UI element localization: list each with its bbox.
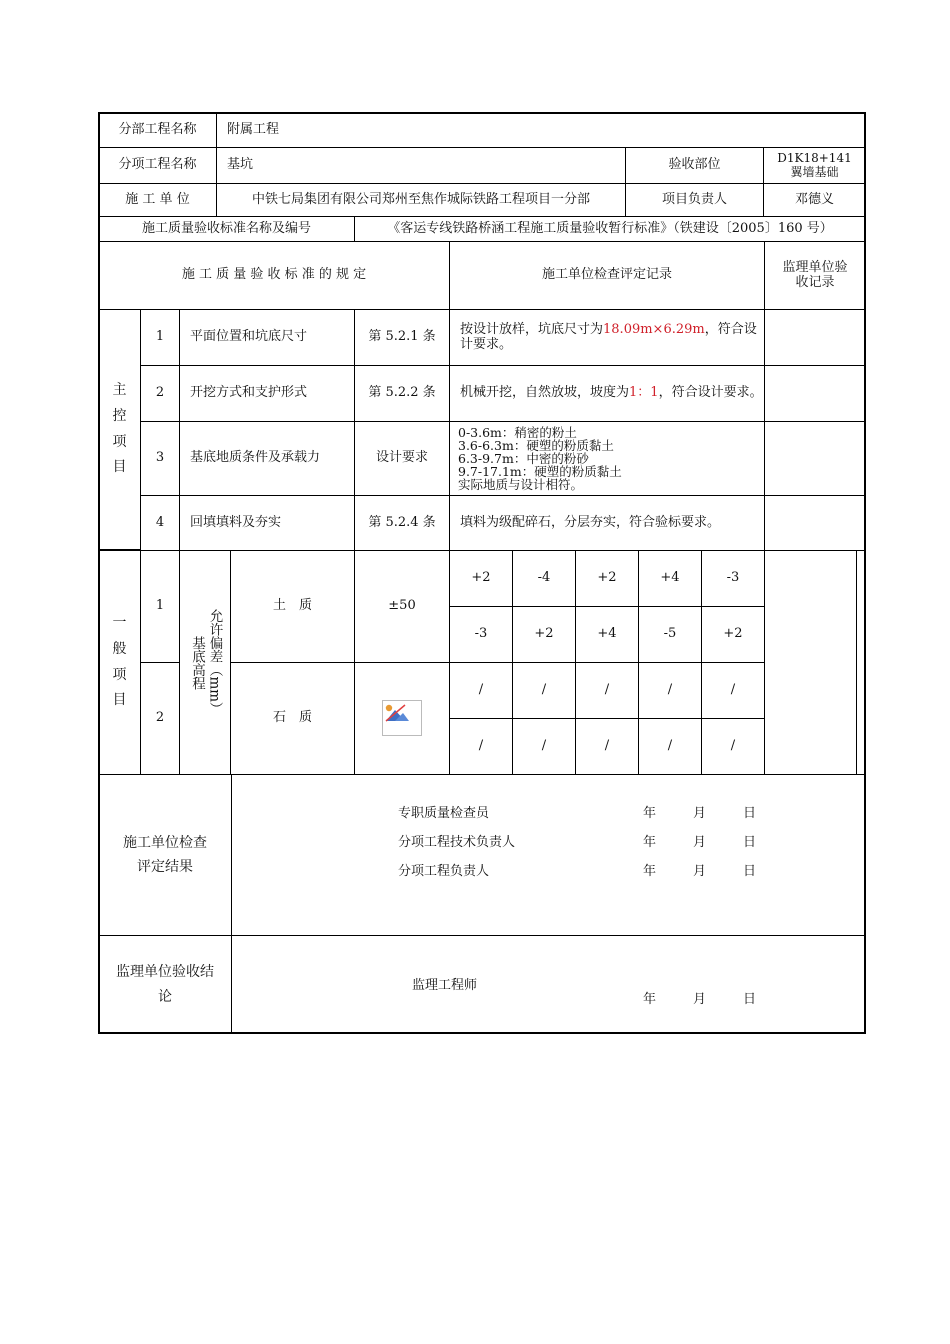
sig-1-year: 年	[643, 806, 657, 821]
measure-2-2-5: /	[701, 718, 765, 775]
measure-1-2-3: +4	[575, 606, 639, 663]
main-item-4-supervision	[764, 495, 866, 551]
main-item-1-name: 平面位置和坑底尺寸	[179, 309, 355, 366]
signer-quality-inspector: 专职质量检查员	[398, 806, 490, 821]
main-group-label-char: 项	[112, 433, 127, 450]
main-group-label	[98, 309, 141, 550]
sig-1-day: 日	[743, 806, 757, 821]
measure-1-1-3: +2	[575, 550, 639, 607]
measure-1-2-2: +2	[512, 606, 576, 663]
sig-4-day: 日	[743, 992, 757, 1007]
measure-2-1-2: /	[512, 662, 576, 719]
measure-2-1-1: /	[449, 662, 513, 719]
geology-line-4: 9.7-17.1m：硬塑的粉质黏土	[458, 464, 622, 480]
inspection-part-value: D1K18+141 翼墙基础	[763, 147, 866, 184]
sub-project-value: 基坑	[216, 147, 626, 184]
main-item-4-record: 填料为级配碎石，分层夯实，符合验标要求。	[449, 495, 765, 551]
measure-1-2-5: +2	[701, 606, 765, 663]
record-header: 施工单位检查评定记录	[449, 241, 765, 310]
measure-2-1-3: /	[575, 662, 639, 719]
pit-size-value: 18.09m×6.29m	[603, 321, 705, 337]
rule-header: 施 工 质 量 验 收 标 准 的 规 定	[98, 241, 450, 310]
main-item-3-clause: 设计要求	[354, 421, 450, 496]
general-group-label-char: 般	[112, 640, 127, 657]
sig-4-year: 年	[643, 992, 657, 1007]
general-item-2-no: 2	[140, 662, 180, 775]
slope-value: 1：1	[629, 385, 659, 401]
signer-project-lead: 分项工程负责人	[398, 864, 490, 879]
general-group-label-char: 目	[112, 692, 127, 709]
standard-label: 施工质量验收标准名称及编号	[98, 216, 355, 242]
general-group-label-char: 一	[112, 614, 127, 631]
broken-image-icon	[383, 701, 421, 735]
general-item-1-tolerance: ±50	[354, 550, 450, 663]
sig-4-month: 月	[693, 992, 707, 1007]
inspection-part-label: 验收部位	[625, 147, 764, 184]
geology-line-2: 3.6-6.3m：硬塑的粉质黏土	[458, 437, 614, 453]
main-group-label-char: 主	[112, 381, 127, 398]
measure-2-2-2: /	[512, 718, 576, 775]
elevation-category	[179, 550, 231, 775]
elevation-label: 基底高程	[189, 635, 205, 690]
main-item-4-no: 4	[140, 495, 180, 551]
main-item-1-record-text: 按设计放样，坑底尺寸为18.09m×6.29m，符合设计要求。	[460, 321, 757, 352]
conclusion-area	[231, 935, 866, 1034]
main-item-3-supervision	[764, 421, 866, 496]
signer-supervision-engineer: 监理工程师	[412, 978, 478, 993]
measure-1-1-5: -3	[701, 550, 765, 607]
main-group-label-char: 控	[112, 407, 127, 424]
main-item-1-clause: 第 5.2.1 条	[354, 309, 450, 366]
result-label: 施工单位检查评定结果	[98, 774, 232, 936]
main-item-2-record-text: 机械开挖，自然放坡，坡度为1：1，符合设计要求。	[460, 385, 763, 401]
sig-3-day: 日	[743, 864, 757, 879]
geology-line-3: 6.3-9.7m：中密的粉砂	[458, 450, 589, 466]
sig-2-year: 年	[643, 835, 657, 850]
general-supervision	[764, 550, 857, 775]
main-item-1-no: 1	[140, 309, 180, 366]
general-item-2-name: 石 质	[230, 662, 355, 775]
general-group-label-char: 项	[112, 666, 127, 683]
main-item-2-record	[449, 365, 765, 422]
main-item-2-name: 开挖方式和支护形式	[179, 365, 355, 422]
result-area	[231, 774, 866, 936]
measure-2-2-1: /	[449, 718, 513, 775]
signer-technical-lead: 分项工程技术负责人	[398, 835, 516, 850]
main-item-4-clause: 第 5.2.4 条	[354, 495, 450, 551]
construction-unit-label: 施 工 单 位	[98, 183, 217, 217]
measure-1-1-4: +4	[638, 550, 702, 607]
general-item-1-name: 土 质	[230, 550, 355, 663]
measure-2-2-3: /	[575, 718, 639, 775]
main-group-label-char: 目	[112, 459, 127, 476]
supervision-header: 监理单位验收记录	[764, 241, 866, 310]
sub-project-label: 分项工程名称	[98, 147, 217, 184]
general-item-1-no: 1	[140, 550, 180, 663]
conclusion-label: 监理单位验收结论	[98, 935, 232, 1034]
division-label: 分部工程名称	[98, 112, 217, 148]
measure-1-1-2: -4	[512, 550, 576, 607]
main-item-2-clause: 第 5.2.2 条	[354, 365, 450, 422]
sig-3-year: 年	[643, 864, 657, 879]
general-group-label	[98, 550, 141, 775]
main-item-3-no: 3	[140, 421, 180, 496]
standard-value: 《客运专线铁路桥涵工程施工质量验收暂行标准》（铁建设〔2005〕160 号）	[354, 216, 866, 242]
measure-1-2-4: -5	[638, 606, 702, 663]
sig-2-day: 日	[743, 835, 757, 850]
tolerance-label: 允许偏差（mm）	[206, 609, 223, 716]
image-placeholder	[382, 700, 422, 736]
measure-2-2-4: /	[638, 718, 702, 775]
main-item-1-record	[449, 309, 765, 366]
construction-unit-value: 中铁七局集团有限公司郑州至焦作城际铁路工程项目一分部	[216, 183, 626, 217]
main-item-1-supervision	[764, 309, 866, 366]
measure-1-1-1: +2	[449, 550, 513, 607]
sig-1-month: 月	[693, 806, 707, 821]
main-item-3-name: 基底地质条件及承载力	[179, 421, 355, 496]
measure-2-1-5: /	[701, 662, 765, 719]
geology-line-1: 0-3.6m：稍密的粉土	[458, 424, 577, 440]
main-item-4-name: 回填填料及夯实	[179, 495, 355, 551]
measure-2-1-4: /	[638, 662, 702, 719]
project-manager-label: 项目负责人	[625, 183, 764, 217]
main-item-2-supervision	[764, 365, 866, 422]
measure-1-2-1: -3	[449, 606, 513, 663]
project-manager-value: 邓德义	[763, 183, 866, 217]
sig-2-month: 月	[693, 835, 707, 850]
inspection-form	[98, 112, 866, 1034]
main-item-2-no: 2	[140, 365, 180, 422]
main-item-3-record	[449, 421, 765, 496]
geology-line-5: 实际地质与设计相符。	[458, 477, 584, 493]
division-value: 附属工程	[216, 112, 866, 148]
sig-3-month: 月	[693, 864, 707, 879]
